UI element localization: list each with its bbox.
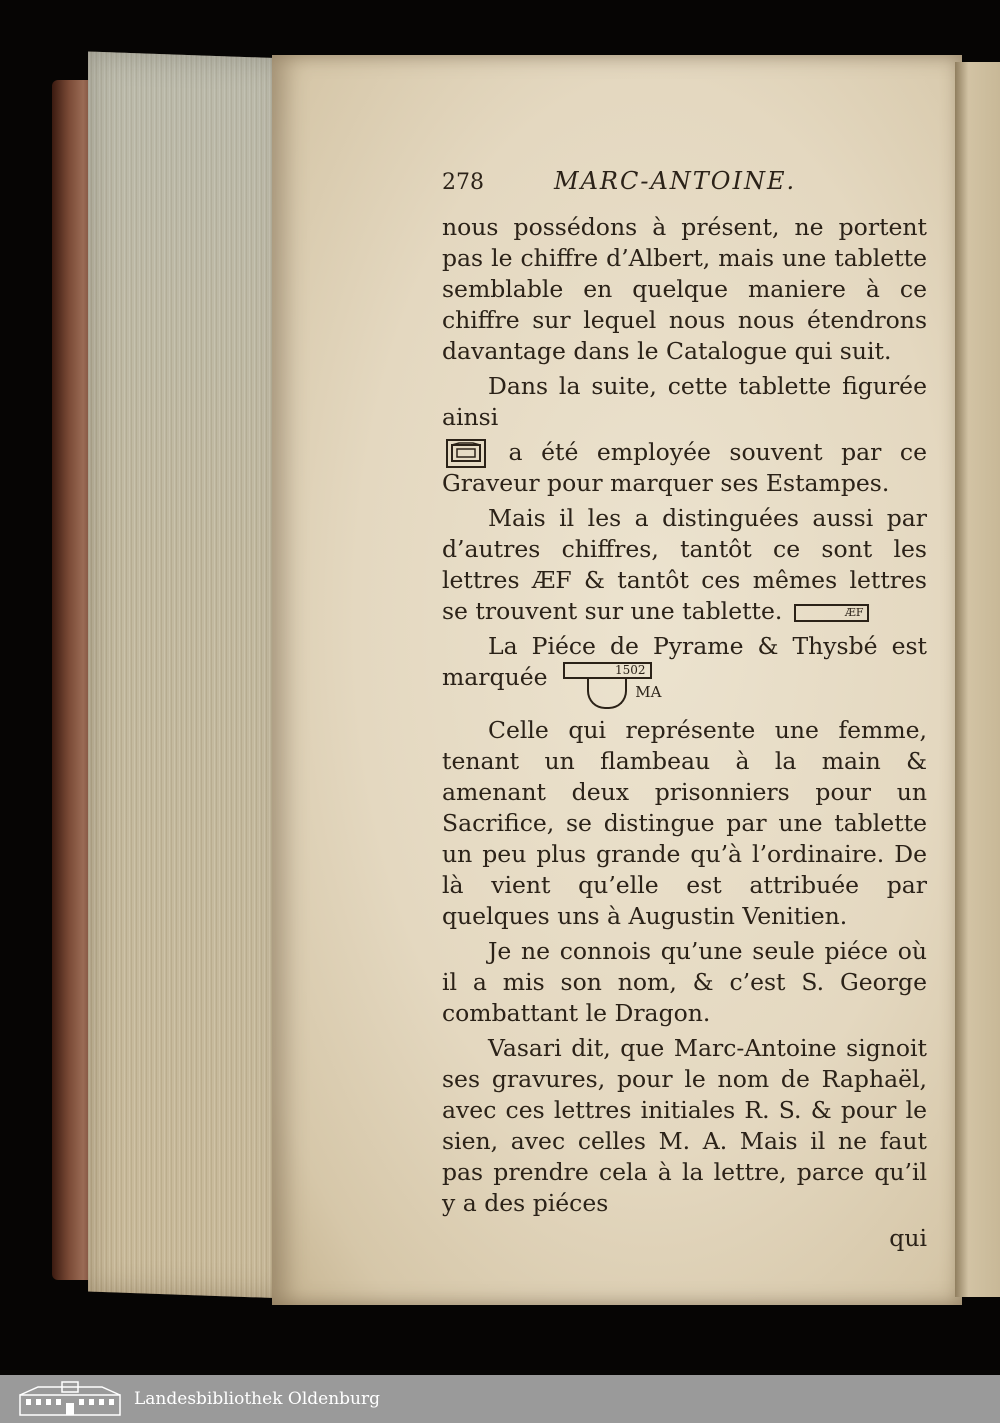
paragraph-8: Vasari dit, que Marc-Antoine signoit ses gravures, pour le nom de Raphaël, avec ces lettres initiales R. S. & pour le sien, avec celles M. A. Mais il ne faut pas prendre cela à la lettre, parce qu’il y a des piéces: [442, 1034, 927, 1217]
footer-bar: [0, 1375, 1000, 1423]
paragraph-5: [442, 631, 927, 709]
paragraph-2-text: Dans la suite, cette tablette figurée ainsi: [442, 372, 927, 431]
library-building-icon: [18, 1380, 122, 1418]
page-text: [442, 166, 927, 1254]
paragraph-2: [442, 371, 927, 433]
paragraph-7: Je ne connois qu’une seule piéce où il a mis son nom, & c’est S. George combattant le Dragon.: [442, 937, 927, 1027]
running-title: MARC-ANTOINE.: [554, 167, 797, 195]
paragraph-6: Celle qui représente une femme, tenant un flambeau à la main & amenant deux prisonniers pour un Sacrifice, se distingue par une tablette un peu plus grande qu’à l’ordinaire. De là vient qu’elle est attribuée par quelques uns à Augustin Venitien.: [442, 716, 927, 930]
tablet-af-monogram: ÆF: [794, 604, 869, 622]
monogram-year: 1502: [563, 662, 652, 679]
paragraph-5-text: La Piéce de Pyrame & Thysbé est marquée: [442, 632, 927, 691]
next-page-edge: [955, 62, 1000, 1297]
library-name: Landesbibliothek Oldenburg: [134, 1389, 381, 1409]
paragraph-1: nous possédons à présent, ne portent pas le chiffre d’Albert, mais une tablette semblable en quelque maniere à ce chiffre sur lequel nous nous étendrons davantage dans le Catalogue qui suit.: [442, 213, 927, 365]
monogram-ma: MA: [587, 679, 627, 709]
paragraph-2-cont: [442, 437, 927, 499]
shield-monogram-icon: [563, 662, 662, 709]
page-header: [442, 166, 927, 198]
page-number: 278: [442, 170, 484, 195]
paragraph-4-text: Mais il les a distinguées aussi par d’autres chiffres, tantôt ce sont les lettres ÆF & tantôt ces mêmes lettres se trouvent sur une tablette.: [442, 504, 927, 625]
catchword: qui: [889, 1224, 927, 1252]
tablet-mark-icon: [446, 439, 486, 468]
paragraph-4: [442, 503, 927, 627]
paragraph-3-text: a été employée souvent par ce Graveur pour marquer ses Estampes.: [442, 438, 927, 497]
page-stack: [88, 52, 288, 1299]
